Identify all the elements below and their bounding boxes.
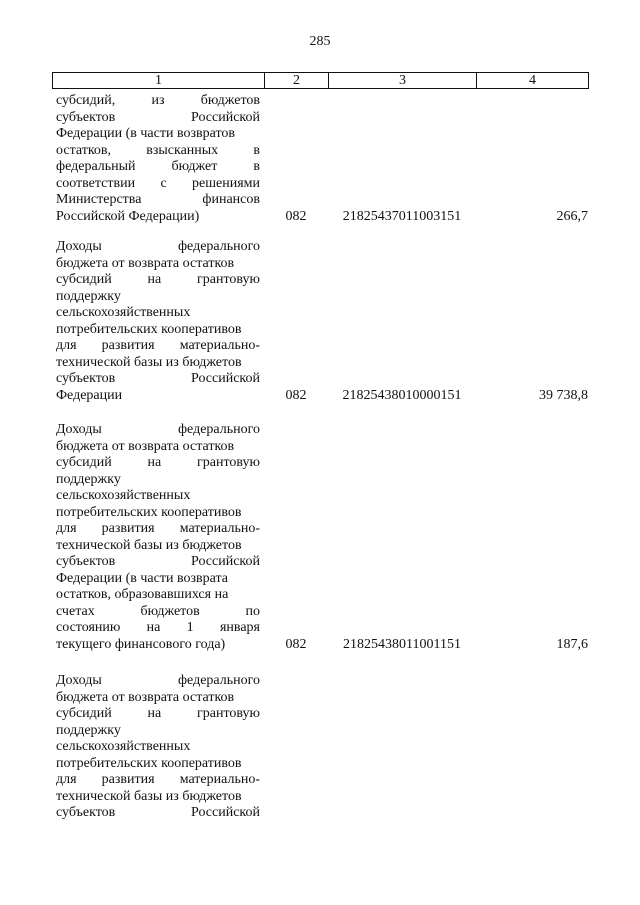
description-word: субсидий xyxy=(56,455,112,470)
description-word: грантовую xyxy=(197,706,260,721)
description-word: из xyxy=(151,93,165,108)
description-word: 1 xyxy=(186,620,194,635)
description-line xyxy=(56,772,260,789)
description-word: текущего финансового года) xyxy=(56,636,226,652)
description-word: состоянию xyxy=(56,620,121,635)
description-line xyxy=(56,571,260,588)
description-word: потребительских кооперативов xyxy=(56,755,242,771)
description-word: развития xyxy=(101,521,155,536)
description-word: Федерации (в части возврата xyxy=(56,570,228,586)
description-word: технической базы из бюджетов xyxy=(56,788,242,804)
column-header-table xyxy=(52,72,589,89)
description-word: по xyxy=(245,603,260,619)
description-word: федерального xyxy=(177,673,260,688)
description-line xyxy=(56,289,260,306)
row-amount: 187,6 xyxy=(556,637,588,652)
description-line xyxy=(56,305,260,322)
description-word: Федерации xyxy=(56,387,123,403)
description-word: января xyxy=(219,620,260,635)
description-word: Федерации (в части возвратов xyxy=(56,126,236,141)
description-line xyxy=(56,159,260,176)
description-word: потребительских кооперативов xyxy=(56,504,242,520)
description-line xyxy=(56,805,260,822)
description-line xyxy=(56,587,260,604)
description-line xyxy=(56,422,260,439)
description-line xyxy=(56,538,260,555)
description-word: для xyxy=(56,521,77,536)
description-line xyxy=(56,723,260,740)
description-line xyxy=(56,472,260,489)
description-word: на xyxy=(146,620,161,635)
row-amount: 39 738,8 xyxy=(539,388,588,403)
description-word: материально- xyxy=(179,772,260,787)
description-line xyxy=(56,143,260,160)
description-word: грантовую xyxy=(197,272,260,287)
description-word: субъектов xyxy=(56,109,116,125)
description-word: на xyxy=(147,455,162,470)
description-word: на xyxy=(147,706,162,721)
page-number: 285 xyxy=(309,34,331,49)
description-line xyxy=(56,209,260,226)
description-line xyxy=(56,371,260,388)
description-word: остатков, образовавшихся на xyxy=(56,587,229,602)
column-header-1: 1 xyxy=(53,73,265,89)
description-line xyxy=(56,604,260,621)
description-word: для xyxy=(56,338,77,353)
description-line xyxy=(56,488,260,505)
row-kbk: 21825437011003151 xyxy=(342,209,462,224)
description-word: субъектов xyxy=(56,554,116,569)
description-word: бюджета от возврата остатков xyxy=(56,438,235,454)
description-word: в xyxy=(253,159,260,174)
description-word: для xyxy=(56,772,77,787)
description-word: Российской xyxy=(191,109,260,125)
description-word: соответствии xyxy=(56,175,136,191)
row-amount: 266,7 xyxy=(556,209,588,224)
description-line xyxy=(56,93,260,110)
description-word: остатков, xyxy=(56,142,112,158)
description-word: взысканных xyxy=(146,142,219,158)
description-line xyxy=(56,620,260,637)
description-word: Российской xyxy=(191,371,260,386)
row-code: 082 xyxy=(285,388,307,403)
description-word: технической базы из бюджетов xyxy=(56,354,242,370)
description-line xyxy=(56,322,260,339)
description-word: Российской Федерации) xyxy=(56,208,200,224)
description-line xyxy=(56,690,260,707)
description-word: бюджета от возврата остатков xyxy=(56,255,235,271)
description-line xyxy=(56,554,260,571)
row-description xyxy=(56,93,260,225)
description-line xyxy=(56,756,260,773)
description-line xyxy=(56,239,260,256)
description-word: бюджетов xyxy=(200,93,260,108)
description-line xyxy=(56,439,260,456)
description-word: поддержку xyxy=(56,722,121,738)
description-word: Доходы xyxy=(56,673,102,688)
description-word: Российской xyxy=(191,554,260,569)
description-word: Доходы xyxy=(56,239,102,254)
column-header-4: 4 xyxy=(477,73,589,89)
description-word: бюджета от возврата остатков xyxy=(56,689,235,705)
row-description xyxy=(56,422,260,653)
description-word: Российской xyxy=(191,805,260,820)
description-line xyxy=(56,272,260,289)
description-line xyxy=(56,192,260,209)
description-word: материально- xyxy=(179,521,260,536)
description-word: субсидий xyxy=(56,706,112,721)
description-word: бюджетов xyxy=(140,603,200,619)
description-word: потребительских кооперативов xyxy=(56,321,242,337)
row-code: 082 xyxy=(285,637,307,652)
description-line xyxy=(56,706,260,723)
description-word: федерального xyxy=(177,422,260,437)
description-word: Доходы xyxy=(56,422,102,437)
row-description xyxy=(56,673,260,822)
row-description xyxy=(56,239,260,404)
description-word: субъектов xyxy=(56,371,116,386)
description-line xyxy=(56,739,260,756)
description-line xyxy=(56,176,260,193)
description-word: решениями xyxy=(192,175,260,191)
description-word: материально- xyxy=(179,338,260,353)
description-line xyxy=(56,637,260,654)
description-word: сельскохозяйственных xyxy=(56,739,191,754)
description-word: субсидий xyxy=(56,272,112,287)
description-line xyxy=(56,126,260,143)
column-header-2: 2 xyxy=(265,73,329,89)
description-line xyxy=(56,521,260,538)
description-line xyxy=(56,110,260,127)
description-line xyxy=(56,355,260,372)
row-kbk: 21825438010000151 xyxy=(342,388,462,403)
description-word: финансов xyxy=(202,192,260,207)
description-line xyxy=(56,338,260,355)
description-line xyxy=(56,789,260,806)
description-line xyxy=(56,455,260,472)
description-line xyxy=(56,388,260,405)
description-word: с xyxy=(160,175,167,191)
description-word: развития xyxy=(101,772,155,787)
description-line xyxy=(56,505,260,522)
description-line xyxy=(56,256,260,273)
column-header-row xyxy=(53,73,589,89)
description-word: сельскохозяйственных xyxy=(56,305,191,320)
description-word: субсидий, xyxy=(56,93,116,108)
description-word: на xyxy=(147,272,162,287)
column-header-3: 3 xyxy=(329,73,477,89)
description-word: федерального xyxy=(177,239,260,254)
row-kbk: 21825438011001151 xyxy=(343,637,461,652)
description-word: поддержку xyxy=(56,471,121,487)
description-word: счетах xyxy=(56,603,95,619)
description-word: Министерства xyxy=(56,192,142,207)
description-word: развития xyxy=(101,338,155,353)
description-word: в xyxy=(253,142,260,158)
description-word: поддержку xyxy=(56,288,121,304)
description-line xyxy=(56,673,260,690)
description-word: сельскохозяйственных xyxy=(56,488,191,503)
description-word: федеральный xyxy=(56,159,136,174)
row-code: 082 xyxy=(285,209,307,224)
description-word: технической базы из бюджетов xyxy=(56,537,242,553)
description-word: субъектов xyxy=(56,805,116,820)
description-word: бюджет xyxy=(171,159,218,174)
description-word: грантовую xyxy=(197,455,260,470)
